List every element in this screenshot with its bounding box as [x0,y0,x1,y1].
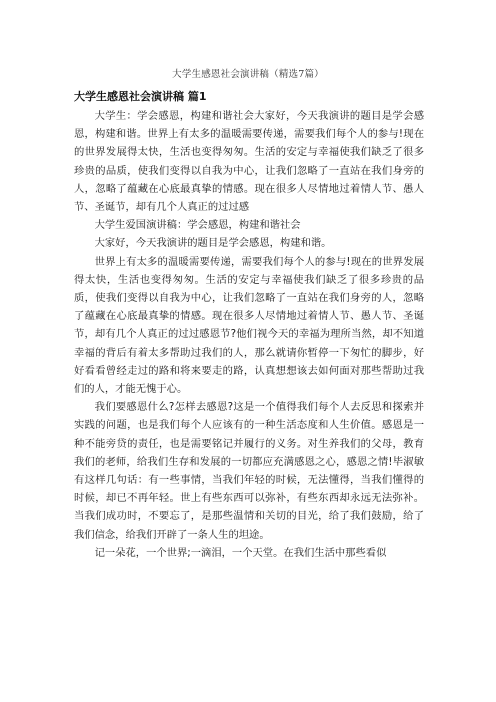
paragraph: 世界上有太多的温暖需要传递，需要我们每个人的参与!现在的世界发展得太快，生活也变得匆匆。生活的安定与幸福使我们缺乏了很多珍贵的品质，使我们变得以自我为中心，让我们忽略了一直站在我们身旁的人，忽略了蕴藏在心底最真挚的情感。现在很多人尽情地过着情人节、愚人节、圣诞节，却有几个人真正的过过感恩节?他们视今天的幸福为理所当然，却不知道幸福的背后有着太多帮助过我们的人，那么就请你暂停一下匆忙的脚步，好好看看曾经走过的路和将来要走的路，认真想想该去如何面对那些帮助过我们的人，才能无愧于心。 [74,255,424,396]
section-title: 大学生感恩社会演讲稿 篇1 [74,90,207,103]
paragraph: 大学生：学会感恩，构建和谐社会大家好，今天我演讲的题目是学会感恩，构建和谐。世界上有太多的温暖需要传递，需要我们每个人的参与!现在的世界发展得太快，生活也变得匆匆。生活的安定与幸福使我们缺乏了很多珍贵的品质，使我们变得以自我为中心，让我们忽略了一直站在我们身旁的人，忽略了蕴藏在心底最真挚的情感。现在很多人尽情地过着情人节、愚人节、圣诞节，却有几个人真正的过过感 [74,110,424,214]
document-header: 大学生感恩社会演讲稿（精选7篇） [172,69,324,80]
paragraph: 我们要感恩什么?怎样去感恩?这是一个值得我们每个人去反思和探索并实践的问题，也是我们每个人应该有的一种生活态度和人生价值。感恩是一种不能旁贷的责任，也是需要铭记并履行的义务。对生养我们的父母，教育我们的老师，给我们生存和发展的一切都应充满感恩之心，感恩之情!毕淑敏有这样几句话：有一些事情，当我们年轻的时候，无法懂得，当我们懂得的时候，却已不再年轻。世上有些东西可以弥补，有些东西却永远无法弥补。当我们成功时，不要忘了，是那些温情和关切的目光，给了我们鼓励，给了我们信念，给我们开辟了一条人生的坦途。 [74,401,424,541]
document-body [74,88,424,562]
paragraph: 大学生爱国演讲稿：学会感恩，构建和谐社会 [94,219,301,232]
paragraph: 记一朵花，一个世界;一滴泪，一个天堂。在我们生活中那些看似 [94,546,387,559]
paragraph: 大家好，今天我演讲的题目是学会感恩，构建和谐。 [94,237,332,250]
